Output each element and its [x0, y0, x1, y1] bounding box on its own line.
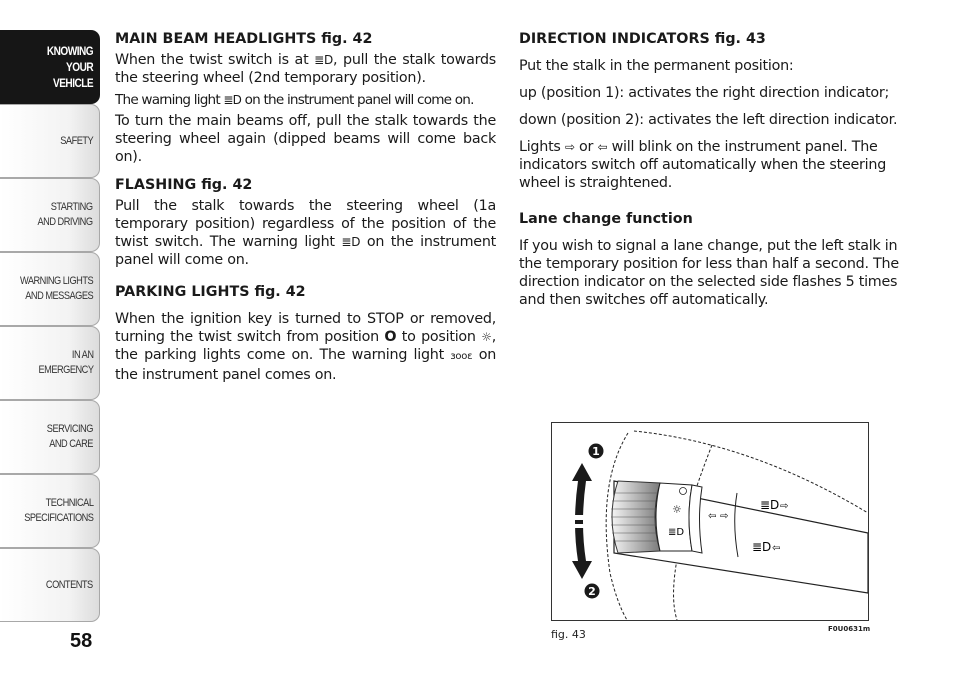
tab-label: IN AN EMERGENCY	[37, 349, 93, 376]
arrow-left-icon: ⇦	[708, 511, 717, 522]
direction-paragraph-1: Put the stalk in the permanent position:	[519, 58, 794, 74]
main-beam-paragraph-3: To turn the main beams off, pull the stalk towards the steering wheel again (dipped beams will come back on).	[115, 113, 496, 165]
direction-paragraph-4	[519, 138, 901, 192]
arrow-gap-lower	[569, 524, 593, 528]
parking-paragraph	[115, 310, 496, 384]
page-number: 58	[70, 630, 93, 652]
main-beam-paragraph-2	[115, 91, 496, 109]
arrow-left-icon: ⇦	[597, 140, 608, 154]
tab-safety[interactable]	[0, 104, 100, 178]
arrow-left-icon: ⇦	[772, 543, 781, 554]
text: When the ignition key is turned to STOP or removed, turning the twist switch from position	[115, 311, 496, 345]
tab-in-an-emergency[interactable]	[0, 326, 100, 400]
tab-label: SAFETY	[60, 134, 93, 147]
tab-label: SERVICING AND CARE	[46, 423, 93, 450]
tab-technical-specifications[interactable]	[0, 474, 100, 548]
text: will blink on the instrument panel. The indicators switch off automatically when the steering wheel is straightened.	[519, 139, 887, 191]
tab-label: TECHNICAL SPECIFICATIONS	[23, 497, 93, 524]
left-column	[115, 30, 496, 384]
text: on the instrument panel will come on.	[244, 92, 474, 108]
main-beam-heading: MAIN BEAM HEADLIGHTS fig. 42	[115, 31, 373, 47]
arrow-gap-upper	[569, 515, 593, 520]
text: or	[579, 139, 594, 155]
arrow-right-icon: ⇨	[780, 501, 789, 512]
position-1-label: 1	[592, 445, 600, 458]
main-beam-icon: ≣D	[752, 540, 772, 554]
text: to position	[401, 329, 476, 345]
position-o: O	[384, 329, 397, 345]
parking-heading: PARKING LIGHTS fig. 42	[115, 284, 306, 300]
main-beam-icon: ≣D	[314, 53, 333, 67]
tab-label: STARTING AND DRIVING	[37, 201, 93, 228]
switch-ring-1	[656, 483, 692, 551]
tab-label: CONTENTS	[46, 578, 93, 591]
arrow-right-icon: ⇨	[564, 140, 575, 154]
parking-lights-icon: ɜooɛ	[450, 351, 473, 362]
main-beam-icon: ≣D	[668, 527, 685, 538]
position-2-label: 2	[588, 585, 596, 598]
text: on the instrument panel will come on.	[115, 234, 497, 268]
right-column	[519, 30, 901, 309]
figure-caption: fig. 43	[551, 628, 586, 641]
text: , the parking lights come on. The warning light	[115, 329, 497, 363]
flashing-heading: FLASHING fig. 42	[115, 177, 253, 193]
figure-code: F0U0631m	[828, 625, 871, 633]
tab-knowing-your-vehicle[interactable]	[0, 30, 100, 104]
text: on the instrument panel comes on.	[115, 347, 497, 383]
text: The warning light	[115, 92, 220, 108]
tab-starting-and-driving[interactable]	[0, 178, 100, 252]
text: When the twist switch is at	[115, 52, 309, 68]
arrow-right-icon: ⇨	[720, 511, 729, 522]
text: Pull the stalk towards the steering wheel (1a temporary position) regardless of the position of the twist switch. The warning light	[115, 198, 496, 250]
tab-contents[interactable]	[0, 548, 100, 622]
flashing-paragraph	[115, 197, 496, 269]
tab-warning-lights[interactable]	[0, 252, 100, 326]
stalk-illustration	[552, 423, 868, 620]
figure-43	[551, 422, 869, 621]
direction-paragraph-2: up (position 1): activates the right direction indicator;	[519, 85, 890, 101]
tab-servicing-and-care[interactable]	[0, 400, 100, 474]
tab-label: WARNING LIGHTS AND MESSAGES	[19, 275, 93, 302]
direction-paragraph-3: down (position 2): activates the left direction indicator.	[519, 112, 898, 128]
sun-icon: ☼	[481, 330, 492, 344]
text: , pull the stalk towards the steering wheel (2nd temporary position).	[115, 52, 497, 86]
tab-label: KNOWING YOUR VEHICLE	[46, 44, 93, 90]
main-beam-icon: ≣D	[760, 498, 780, 512]
text: Lights	[519, 139, 561, 155]
lane-change-heading: Lane change function	[519, 211, 693, 227]
lane-change-paragraph: If you wish to signal a lane change, put the left stalk in the temporary position for less than half a second. The direction indicator on the selected side flashes 5 times and then switches off automatically.	[519, 238, 899, 308]
direction-heading: DIRECTION INDICATORS fig. 43	[519, 31, 766, 47]
movement-arrow	[572, 463, 592, 579]
main-beam-icon: ≣D	[341, 235, 361, 249]
sun-icon: ☼	[672, 503, 682, 516]
main-beam-icon: ≣D	[223, 93, 242, 107]
main-beam-paragraph-1	[115, 51, 496, 87]
